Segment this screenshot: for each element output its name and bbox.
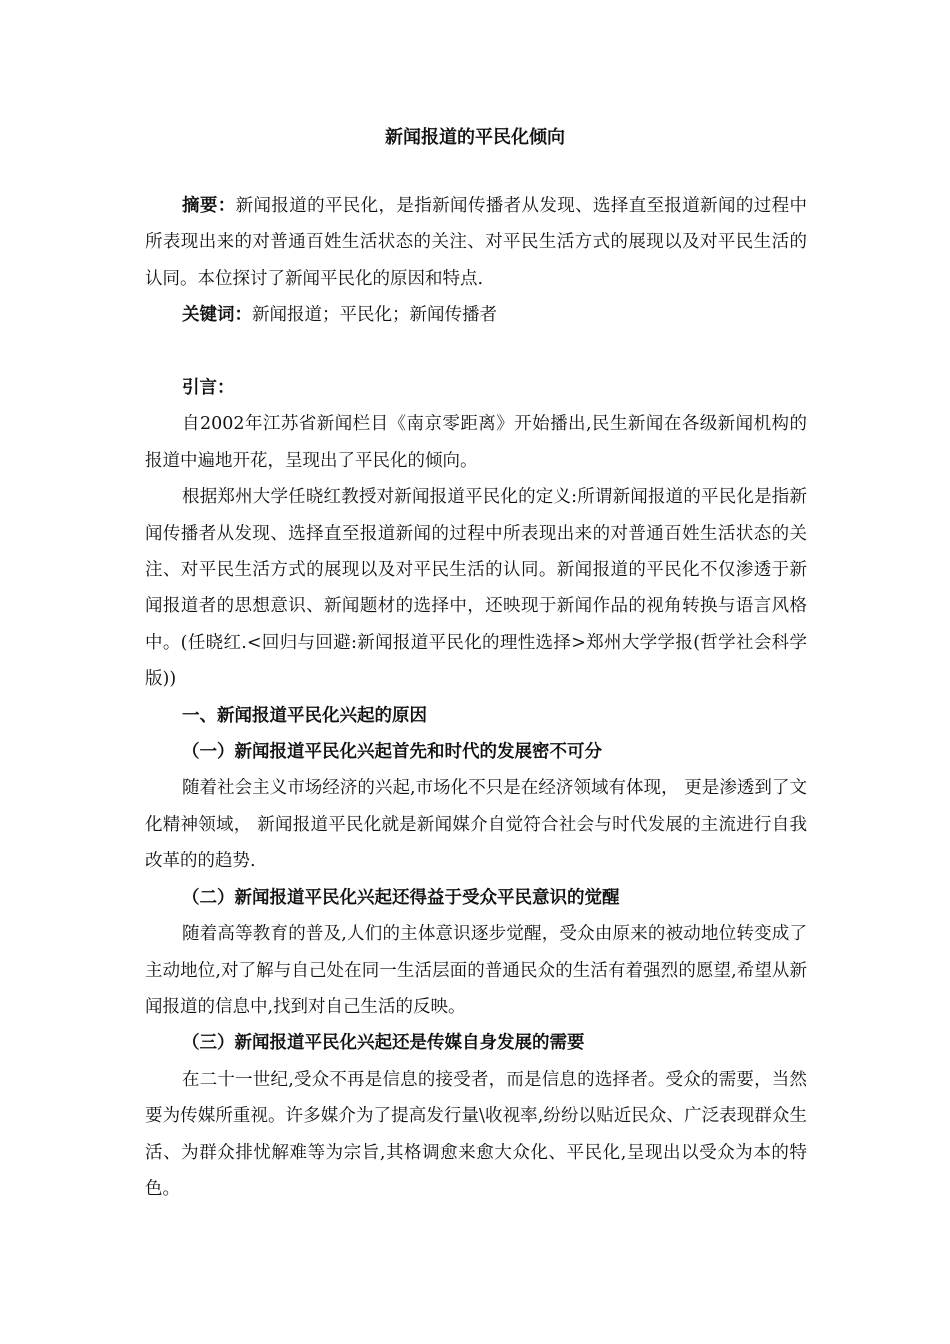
keywords-text: 新闻报道；平民化；新闻传播者 [252,305,497,326]
subsection-heading-1: （一）新闻报道平民化兴起首先和时代的发展密不可分 [182,742,602,763]
intro-paragraph-1: 自2002年江苏省新闻栏目《南京零距离》开始播出,民生新闻在各级新闻机构的报道中遍地开花，呈现出了平民化的倾向。 [145,414,807,471]
subsection-heading-3: （三）新闻报道平民化兴起还是传媒自身发展的需要 [182,1033,585,1054]
subsection-text-2: 随着高等教育的普及,人们的主体意识逐步觉醒，受众由原来的被动地位转变成了主动地位,对了解与自己处在同一生活层面的普通民众的生活有着强烈的愿望,希望从新闻报道的信息中,找到对自己生活的反映。 [145,924,807,1017]
section-heading-1: 一、新闻报道平民化兴起的原因 [182,705,427,726]
document-title: 新闻报道的平民化倾向 [385,127,565,148]
abstract-paragraph [145,188,807,297]
abstract-label: 摘要： [182,196,236,216]
intro-heading: 引言： [182,378,235,399]
document-body [145,188,807,1207]
abstract-text: 新闻报道的平民化，是指新闻传播者从发现、选择直至报道新闻的过程中所表现出来的对普通百姓生活状态的关注、对平民生活方式的展现以及对平民生活的认同。本位探讨了新闻平民化的原因和特点. [145,196,808,289]
subsection-text-1: 随着社会主义市场经济的兴起,市场化不只是在经济领域有体现， 更是渗透到了文化精神领域， 新闻报道平民化就是新闻媒介自觉符合社会与时代发展的主流进行自我改革的的趋势. [145,778,807,872]
blank-line [145,334,807,370]
keywords-label: 关键词： [182,305,252,326]
intro-paragraph-2: 根据郑州大学任晓红教授对新闻报道平民化的定义:所谓新闻报道的平民化是指新闻传播者从发现、选择直至报道新闻的过程中所表现出来的对普通百姓生活状态的关注、对平民生活方式的展现以及对平民生活的认同。新闻报道的平民化不仅渗透于新闻报道者的思想意识、新闻题材的选择中，还映现于新闻作品的视角转换与语言风格中。(任晓红.<回归与回避:新闻报道平民化的理性选择>郑州大学学报(哲学社会科学版)) [145,487,807,690]
subsection-text-3: 在二十一世纪,受众不再是信息的接受者，而是信息的选择者。受众的需要，当然要为传媒所重视。许多媒介为了提高发行量\收视率,纷纷以贴近民众、广泛表现群众生活、为群众排忧解难等为宗旨,其格调愈来愈大众化、平民化,呈现出以受众为本的特色。 [145,1069,807,1199]
keywords-paragraph [145,297,807,333]
subsection-heading-2: （二）新闻报道平民化兴起还得益于受众平民意识的觉醒 [182,887,620,908]
